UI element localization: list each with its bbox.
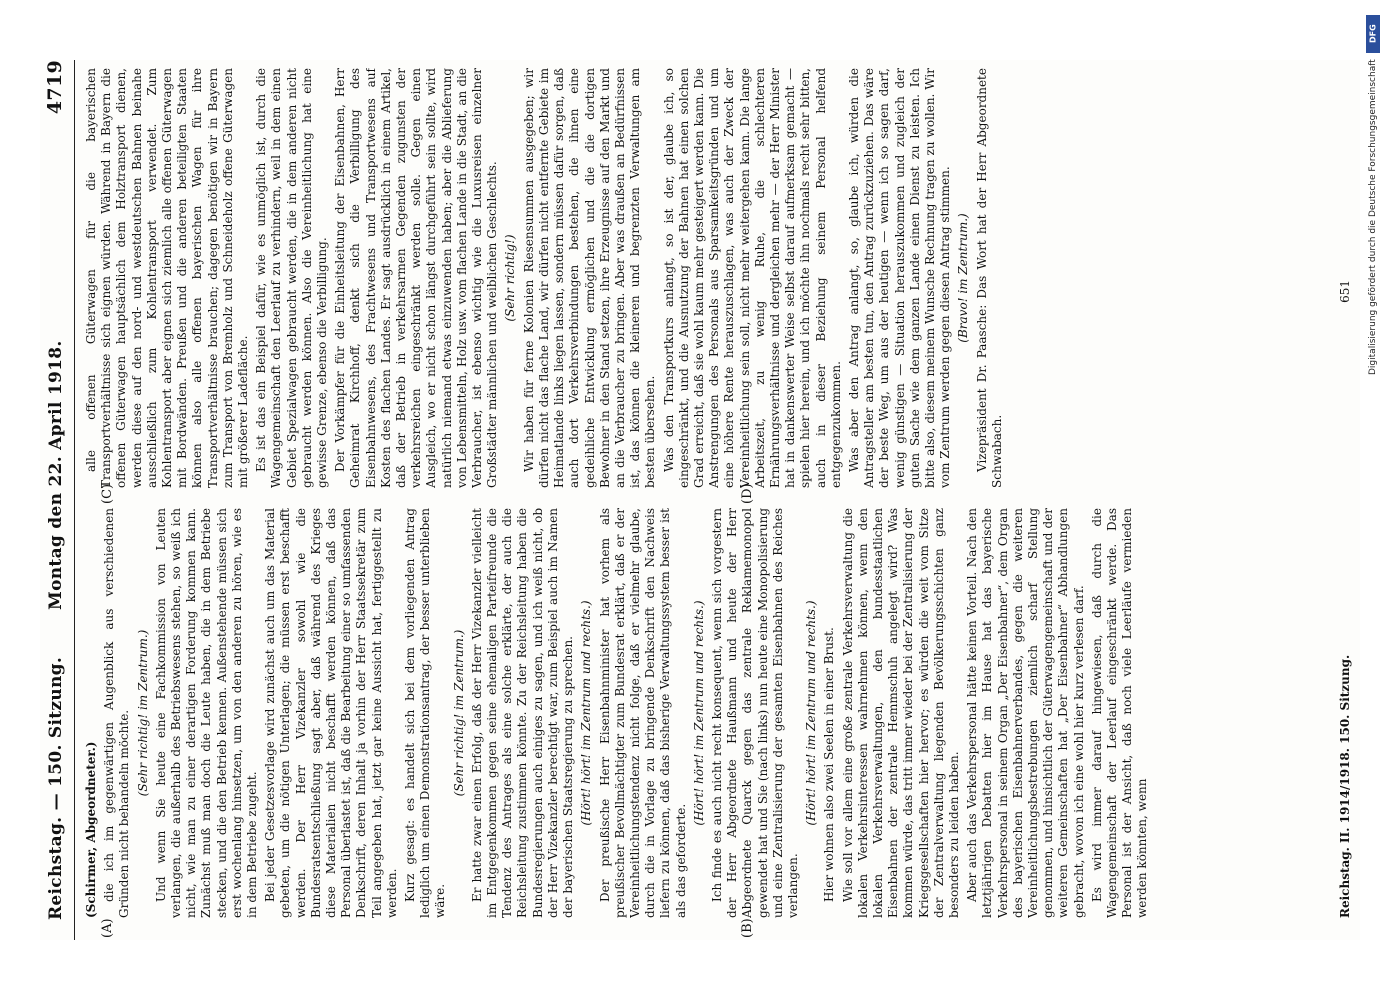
paragraph: (Sehr richtig! im Zentrum.): [451, 629, 466, 797]
paragraph: Was aber den Antrag anlangt, so, glaube ich, würden die Antragsteller am besten tun, den Antrag zurückzuziehen. Das wäre der beste Weg, um aus der heutigen — wenn ich so sagen darf, wenig günstigen — Situation herauszukommen und zugleich der guten Sache wie dem ganzen Lande einen Dienst zu leisten. Ich bitte also, diesem meinem Wunsche Rechnung tragen zu wollen. Wir vom Zentrum werden gegen diesen Antrag stimmen.: [846, 68, 953, 488]
margin-mark-c: (C): [100, 483, 115, 504]
paragraph: (Sehr richtig! im Zentrum.): [135, 629, 150, 797]
margin-mark-a: (A): [100, 918, 115, 938]
paragraph: Was den Transportkurs anlangt, so ist der, glaube ich, so eingeschränkt, und die Ausnutzung der Bahnen hat einen solchen Grad erreicht, daß sie wohl kaum mehr gesteigert werden kann. Die Anstrengungen des Personals aus Sparsamkeitsgründen und um eine höhere Rente herauszuschlagen, was auch der Zweck der Vereinheitlichung sein soll, nicht mehr weitergehen kann. Die lange Arbeitszeit, zu wenig Ruhe, die schlechteren Ernährungsverhältnisse und dergleichen mehr — der Herr Minister hat in dankenswerter Weise selbst darauf aufmerksam gemacht — spielen hier herein, und ich möchte ihn nochmals recht sehr bitten, auch in dieser Beziehung seinem Personal helfend entgegenzukommen.: [661, 68, 843, 488]
rotated-page-content: [40, 60, 1360, 940]
page-number: 4719: [44, 60, 66, 115]
footer-page-ref: 651: [1338, 280, 1352, 303]
paragraph: Es ist das ein Beispiel dafür, wie es unmöglich ist, durch die Wagengemeinschaft den Leerlauf zu verhindern, weil in dem einen Gebiet Spezialwagen gebraucht werden, die in dem anderen nicht gebraucht werden können. Also die Vereinheitlichung hat eine gewisse Grenze, ebenso die Verbilligung.: [254, 68, 330, 488]
margin-mark-d: (D): [740, 483, 755, 504]
paragraph: Kurz gesagt: es handelt sich bei dem vorliegenden Antrag lediglich um einen Demonstrationsantrag, der besser unterblieben wäre.: [403, 508, 448, 918]
paragraph: (Hört! hört! im Zentrum und rechts.): [691, 600, 706, 826]
left-column-text: [102, 508, 1150, 918]
paragraph: Hier wohnen also zwei Seelen in einer Brust.: [822, 627, 837, 902]
digitization-credit: Digitalisierung gefördert durch die Deutsche Forschungsgemeinschaft: [1368, 59, 1378, 375]
margin-mark-b: (B): [740, 918, 755, 938]
paragraph: Vizepräsident Dr. Paasche: Das Wort hat der Herr Abgeordnete Schwabach.: [974, 68, 1004, 488]
right-column: [84, 68, 1324, 488]
paragraph: Wie soll vor allem eine große zentrale Verkehrsverwaltung die lokalen Verkehrsinteressen wahrnehmen können, wenn den lokalen Verkehrsverwaltungen, den bundesstaatlichen Eisenbahnen der zentrale Hemmschuh angelegt wird? Was kommen würde, das tritt immer wieder bei der Zentralisierung der Kriegsgesellschaften hier hervor; es würden die weit vom Sitze der Zentralverwaltung liegenden Bevölkerungsschichten ganz besonders zu leiden haben.: [840, 508, 961, 918]
page-header: [40, 60, 75, 940]
paragraph: die ich im gegenwärtigen Augenblick aus verschiedenen Gründen nicht behandeln möchte.: [102, 508, 132, 918]
paragraph: (Hört! hört! im Zentrum und rechts.): [579, 600, 594, 826]
right-column-text: [84, 68, 1005, 488]
paragraph: (Hört! hört! im Zentrum und rechts.): [804, 600, 819, 826]
digitization-sidebar: [1366, 15, 1380, 985]
paragraph: Ich finde es auch nicht recht konsequent, wenn sich vorgestern der Herr Abgeordnete Haußmann und heute der Herr Abgeordnete Quarck gegen das zentrale Reklamemonopol gewendet hat und Sie (nach links) nun heute eine Monopolisierung und eine Zentralisierung der gesamten Eisenbahnen des Reiches verlangen.: [709, 508, 800, 918]
header-session: Reichstag. — 150. Sitzung.: [46, 656, 66, 920]
paragraph: Bei jeder Gesetzesvorlage wird zunächst auch um das Material gebeten, um die nötigen Unterlagen; die müssen erst beschafft werden. Der Herr Vizekanzler sowohl wie die Bundesratsentschließung sagt aber, daß während des Krieges diese Materialien nicht beschafft werden können, daß das Personal überlastet ist, daß die Bearbeitung einer so umfassenden Denkschrift, deren Inhalt ja vorhin der Herr Staatssekretär zum Teil angegeben hat, jetzt gar keine Aussicht hat, fertiggestellt zu werden.: [263, 508, 399, 918]
paragraph: Wir haben für ferne Kolonien Riesensummen ausgegeben; wir dürfen nicht das flache Land, wir dürfen nicht entfernte Gebiete im Heimatlande links liegen lassen, sondern müssen dafür sorgen, daß auch dort Verkehrsverbindungen bestehen, die ihnen eine gedeihliche Entwicklung ermöglichen und die die dortigen Bewohner in den Stand setzen, ihre Erzeugnisse auf den Markt und an die Verbraucher zu bringen. Aber was draußen an Bedürfnissen ist, das können die kleineren und begrenzten Verwaltungen am besten übersehen.: [521, 68, 658, 488]
speaker-tag: (Schirmer, Abgeordneter.): [84, 741, 98, 918]
paragraph: Der Vorkämpfer für die Einheitsleitung der Eisenbahnen, Herr Geheimrat Kirchhoff, denkt sich die Verbilligung des Eisenbahnwesens, des Frachtwesens und Transportwesens auf Kosten des flachen Landes. Er sagt ausdrücklich in einem Artikel, daß der Betrieb in verkehrsarmen Gegenden zugunsten der verkehrsreichen eingeschränkt werden solle. Gegen einen Ausgleich, wo er nicht schon längst durchgeführt sein sollte, wird natürlich niemand etwas einzuwenden haben; aber die Ablieferung von Lebensmitteln, Holz usw. vom flachen Lande in die Stadt, an die Verbraucher, ist ebenso wichtig wie die Luxusreisen einzelner Großstädter männlichen und weiblichen Geschlechts.: [333, 68, 500, 488]
paragraph: Aber auch das Verkehrspersonal hätte keinen Vorteil. Nach den letztjährigen Debatten hier im Hause hat das bayerische Verkehrspersonal in seinem Organ „Der Eisenbahner“, dem Organ des bayerischen Eisenbahnerverbandes, gegen die weiteren Vereinheitlichungsbestrebungen ziemlich scharf Stellung genommen, und hinsichtlich der Güterwagengemeinschaft und der weiteren Gemeinschaften hat „Der Eisenbahner“ Abhandlungen gebracht, wovon ich eine wohl hier kurz verlesen darf.: [965, 508, 1086, 918]
scanned-page: [40, 60, 1360, 940]
paragraph: alle offenen Güterwagen für die bayerischen Transportverhältnisse sich eignen würden. Während in Bayern die offenen Güterwagen hauptsächlich dem Holztransport dienen, werden diese auf den nord- und westdeutschen Bahnen beinahe ausschließlich zum Kohlentransport verwendet. Zum Kohlentransport aber eignen sich ziemlich alle offenen Güterwagen mit Bordwänden. Preußen und die anderen beteiligten Staaten können also alle offenen bayerischen Wagen für ihre Transportverhältnisse brauchen; dagegen benötigen wir in Bayern zum Transport von Bremholz und Schneideholz offene Güterwagen mit größerer Ladefläche.: [84, 68, 251, 488]
paragraph: Es wird immer darauf hingewiesen, daß durch die Wagengemeinschaft der Leerlauf eingeschränkt werde. Das Personal ist der Ansicht, daß noch viele Leerläufe vermieden werden könnten, wenn: [1089, 508, 1150, 918]
paragraph: Der preußische Herr Eisenbahnminister hat vorhem als preußischer Bevollmächtigter zum Bundesrat erklärt, daß er der Vereinheitlichungstendenz nicht folge, daß er vielmehr glaube, durch die in Vorlage zu bringende Denkschrift den Nachweis liefern zu können, daß das bisherige Verwaltungssystem besser ist als das geforderte.: [597, 508, 688, 918]
paragraph: Und wenn Sie heute eine Fachkommission von Leuten verlangen, die außerhalb des Betriebswesens stehen, so weiß ich nicht, wie man zu einer derartigen Forderung kommen kann. Zunächst muß man doch die Leute haben, die in dem Betriebe stecken, und die den Betrieb kennen. Außenstehende müssen sich erst wochenlang hinsetzen, um von den anderen zu hören, wie es in dem Betriebe zugeht.: [153, 508, 260, 918]
footer-source: Reichstag. II. 1914/1918. 150. Sitzung.: [1338, 654, 1352, 918]
left-column: [84, 508, 1324, 918]
dfg-logo: DFG: [1366, 15, 1380, 53]
paragraph: (Bravo! im Zentrum.): [956, 213, 971, 343]
header-date: Montag den 22. April 1918.: [46, 340, 66, 610]
page-footer: [1338, 80, 1360, 918]
paragraph: Er hatte zwar einen Erfolg, daß der Herr Vizekanzler vielleicht im Entgegenkommen gegen seine ehemaligen Parteifreunde die Tendenz des Antrages als eine solche erklärte, der auch die Reichsleitung zustimmen könnte. Zu der Reichsleitung haben die Bundesregierungen auch einiges zu sagen, und ich weiß nicht, ob der Herr Vizekanzler berechtigt war, zum Beispiel auch im Namen der bayerischen Staatsregierung zu sprechen.: [469, 508, 576, 918]
paragraph: (Sehr richtig!): [503, 234, 518, 322]
